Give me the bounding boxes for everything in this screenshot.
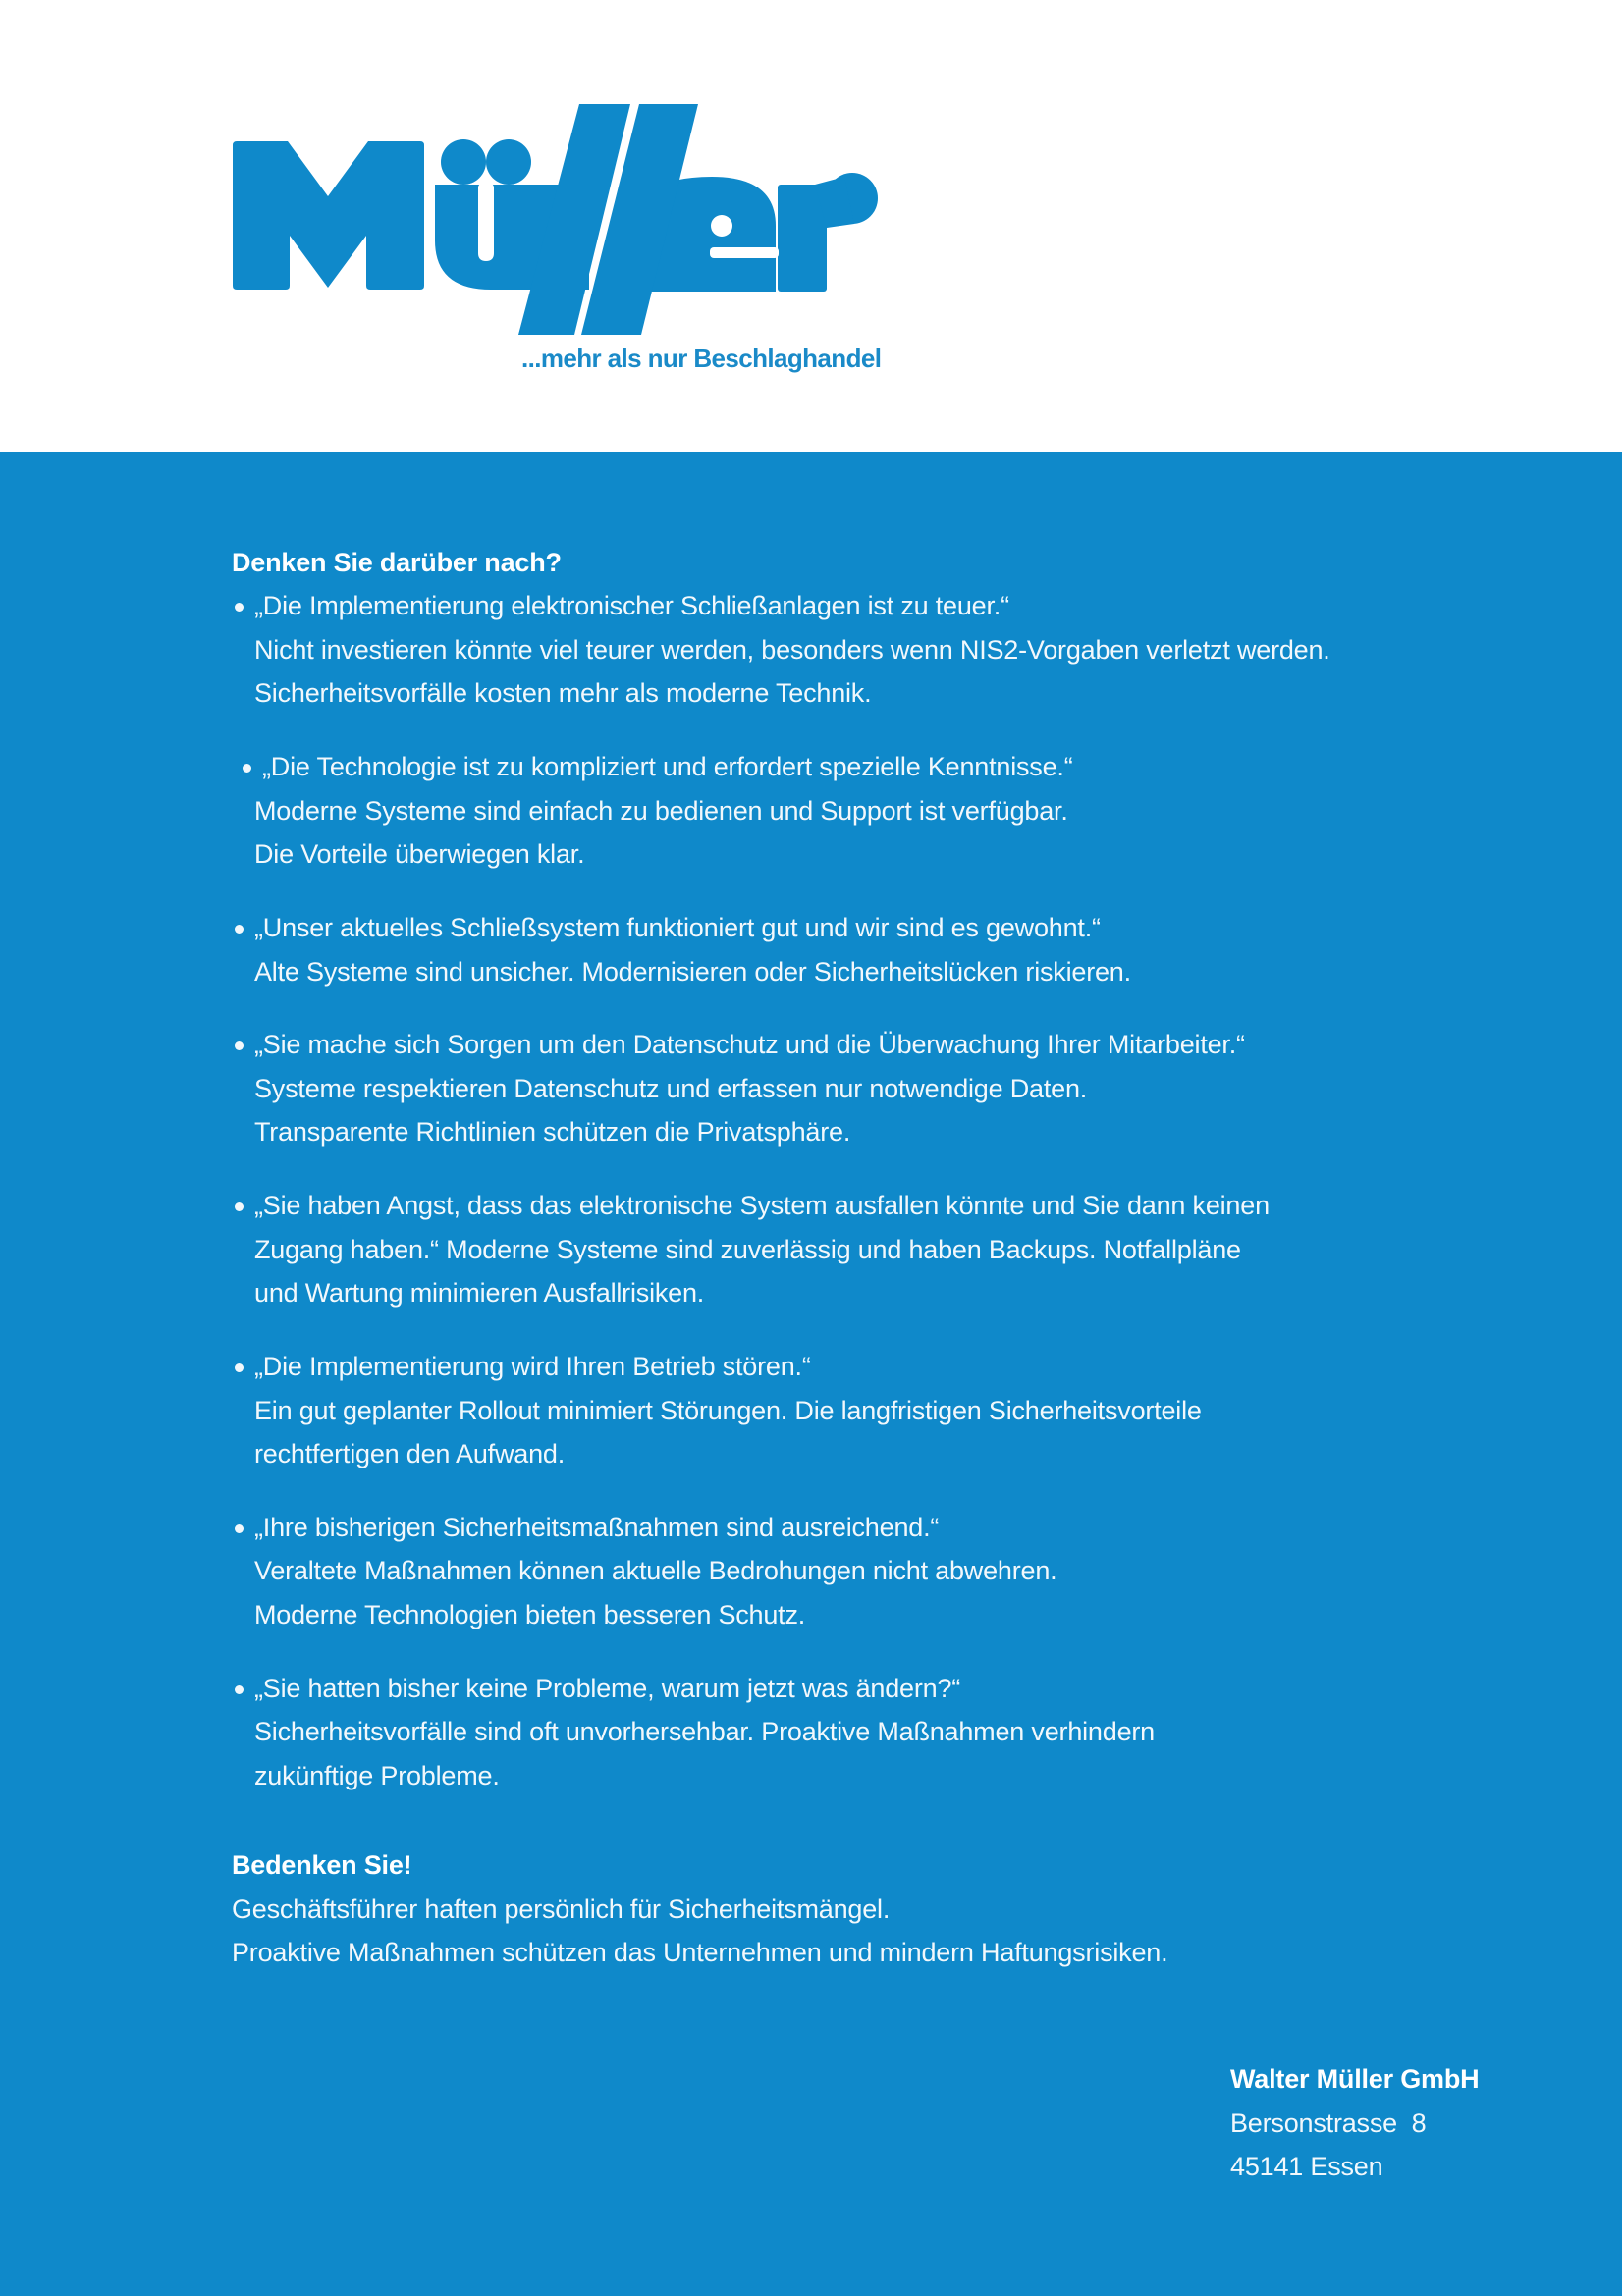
objection-response: Nicht investieren könnte viel teurer werden, besonders wenn NIS2-Vorgaben verletzt werden. xyxy=(254,634,1330,665)
objection-response: Systeme respektieren Datenschutz und erfassen nur notwendige Daten. xyxy=(254,1073,1088,1103)
objection-response: Zugang haben.“ Moderne Systeme sind zuverlässig und haben Backups. Notfallpläne xyxy=(254,1234,1241,1264)
objection-quote: „Sie hatten bisher keine Probleme, warum jetzt was ändern?“ xyxy=(254,1673,961,1703)
content xyxy=(0,452,1622,2296)
objection-response: Sicherheitsvorfälle sind oft unvorhersehbar. Proaktive Maßnahmen verhindern xyxy=(254,1717,1155,1747)
objection-response: Ein gut geplanter Rollout minimiert Störungen. Die langfristigen Sicherheitsvorteile xyxy=(254,1395,1202,1425)
objection-quote: „Die Implementierung elektronischer Schließanlagen ist zu teuer.“ xyxy=(254,591,1009,620)
conclusion-line: Proaktive Maßnahmen schützen das Unternehmen und mindern Haftungsrisiken. xyxy=(232,1938,1168,1968)
bullet-icon xyxy=(235,925,244,934)
objection-response: Moderne Technologien bieten besseren Schutz. xyxy=(254,1600,806,1630)
objection-quote: „Ihre bisherigen Sicherheitsmaßnahmen sind ausreichend.“ xyxy=(254,1512,940,1542)
header xyxy=(0,0,1624,452)
objection-response: Sicherheitsvorfälle kosten mehr als moderne Technik. xyxy=(254,678,872,709)
objection-quote: „Unser aktuelles Schließsystem funktioniert gut und wir sind es gewohnt.“ xyxy=(254,912,1101,942)
bullet-icon xyxy=(235,1202,244,1211)
objection-response: Die Vorteile überwiegen klar. xyxy=(254,839,585,870)
address-street: Bersonstrasse 8 xyxy=(1230,2108,1427,2138)
logo-umlaut-dot-right xyxy=(486,139,531,185)
content-band xyxy=(0,452,1622,2296)
objection-quote: „Sie mache sich Sorgen um den Datenschutz und die Überwachung Ihrer Mitarbeiter.“ xyxy=(254,1030,1245,1059)
logo-e-hole xyxy=(711,215,732,237)
bullet-icon xyxy=(243,764,251,773)
bullet-icon xyxy=(235,603,244,612)
objection-response: Moderne Systeme sind einfach zu bedienen und Support ist verfügbar. xyxy=(254,795,1068,826)
logo-umlaut-dot-left xyxy=(441,139,486,185)
logo-tagline: ...mehr als nur Beschlaghandel xyxy=(521,344,882,373)
objection-response: rechtfertigen den Aufwand. xyxy=(254,1439,566,1469)
objection-quote: „Die Implementierung wird Ihren Betrieb stören.“ xyxy=(254,1351,811,1381)
objection-response: zukünftige Probleme. xyxy=(254,1761,500,1790)
address-city: 45141 Essen xyxy=(1230,2152,1383,2182)
conclusion-heading: Bedenken Sie! xyxy=(232,1850,412,1880)
objection-response: Veraltete Maßnahmen können aktuelle Bedrohungen nicht abwehren. xyxy=(254,1556,1057,1586)
mueller-logo xyxy=(0,0,1624,452)
objection-quote: „Sie haben Angst, dass das elektronische System ausfallen könnte und Sie dann keinen xyxy=(254,1190,1270,1220)
bullet-icon xyxy=(235,1524,244,1533)
objection-response: Transparente Richtlinien schützen die Privatsphäre. xyxy=(254,1117,851,1148)
bullet-icon xyxy=(235,1685,244,1694)
logo-e-slot xyxy=(710,247,779,258)
bullet-icon xyxy=(235,1363,244,1372)
company-name: Walter Müller GmbH xyxy=(1230,2064,1480,2094)
objection-quote: „Die Technologie ist zu kompliziert und erfordert spezielle Kenntnisse.“ xyxy=(262,751,1073,781)
conclusion-line: Geschäftsführer haften persönlich für Sicherheitsmängel. xyxy=(232,1894,891,1924)
logo-u-slot xyxy=(478,173,494,261)
bullet-icon xyxy=(235,1041,244,1050)
main-heading: Denken Sie darüber nach? xyxy=(232,548,562,577)
objection-response: und Wartung minimieren Ausfallrisiken. xyxy=(254,1278,705,1308)
logo-letter-m xyxy=(233,141,424,290)
objection-response: Alte Systeme sind unsicher. Modernisieren oder Sicherheitslücken riskieren. xyxy=(254,956,1131,987)
